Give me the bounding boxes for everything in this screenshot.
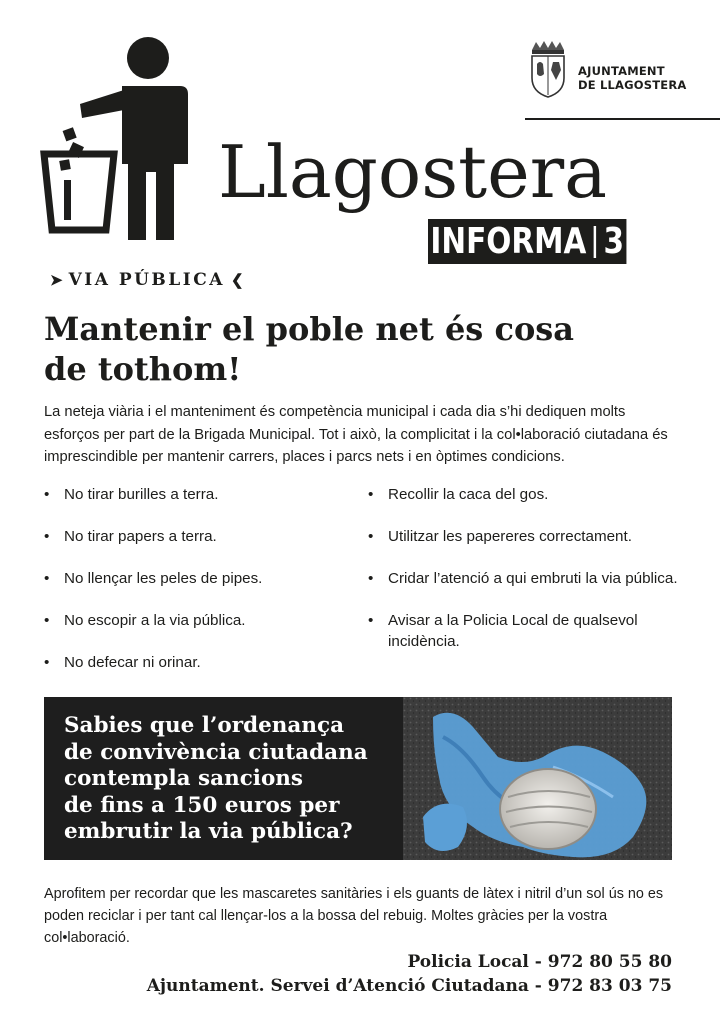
rules-list-right [368,484,678,673]
headline-line1: Mantenir el poble net és cosa [44,310,575,348]
headline-line2: de tothom! [44,350,242,388]
coat-of-arms-icon [528,40,568,98]
ajuntament-name-line1: AJUNTAMENT [578,64,665,78]
chevron-right-icon: ➤ [50,271,63,289]
list-item: • Cridar l’atenció a qui embruti la via pública. [368,568,678,589]
discarded-mask-glove-photo [403,697,672,860]
informa-banner [428,219,626,264]
fine-info-text [64,713,404,846]
contact-police: Policia Local - 972 80 55 80 [407,952,672,972]
list-item: • Utilitzar les papereres correctament. [368,526,678,547]
banner-separator [594,226,596,258]
fine-line: de convivència ciutadana [64,739,368,765]
fine-line: Sabies que l’ordenança [64,713,345,738]
ajuntament-name-line2: DE LLAGOSTERA [578,78,687,92]
list-item: • No tirar papers a terra. [44,526,344,547]
fine-line: contempla sancions [64,766,304,791]
headline [44,309,684,389]
rules-list-left [44,484,344,694]
intro-paragraph: La neteja viària i el manteniment és competència municipal i cada dia s’hi dediquen molts esforços per part de la Brigada Municipal. Tot i això, la complicitat i la col•laboració ciutadana és imprescindible per mantenir carrers, places i parcs nets i en òptimes condicions. [44,404,668,465]
list-item: • No escopir a la via pública. [44,610,344,631]
section-label [44,270,250,290]
list-item: • No llençar les peles de pipes. [44,568,344,589]
fine-info-box [44,697,672,860]
section-label-text: VIA PÚBLICA [68,270,225,290]
fine-line: de fins a 150 euros per [64,792,340,818]
list-item: • No defecar ni orinar. [44,652,344,673]
contact-office: Ajuntament. Servei d’Atenció Ciutadana - 972 83 03 75 [146,976,672,996]
town-title: Llagostera [218,130,608,214]
list-item: • Recollir la caca del gos. [368,484,678,505]
litter-bin-pictogram-icon [40,34,200,240]
chevron-left-icon: ❮ [230,271,244,289]
header-divider [525,118,720,120]
list-item: • No tirar burilles a terra. [44,484,344,505]
banner-word: INFORMA [430,221,587,262]
banner-number: 3 [603,221,625,262]
list-item: • Avisar a la Policia Local de qualsevol incidència. [368,610,678,652]
fine-line: embrutir la via pública? [64,819,353,844]
closing-paragraph: Aprofitem per recordar que les mascaretes sanitàries i els guants de làtex i nitril d’un sol ús no es poden reciclar i per tant cal llençar-los a la bossa del rebuig. Moltes gràcies per la vostra col•laboració. [44,886,664,946]
ajuntament-logo [522,40,692,100]
